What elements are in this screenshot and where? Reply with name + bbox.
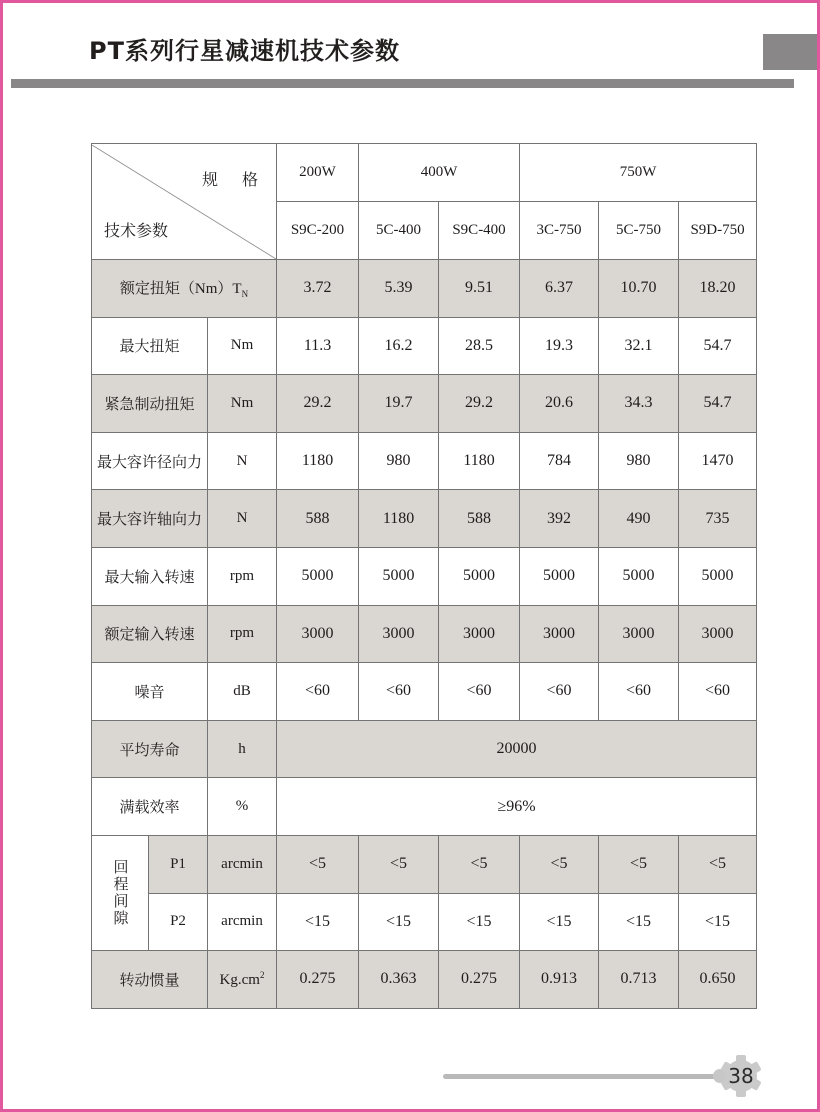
power-group-200w: 200W [277, 144, 359, 202]
value-cell: 1180 [439, 432, 520, 490]
value-cell: <5 [520, 835, 599, 893]
value-cell: 11.3 [277, 317, 359, 375]
value-cell: 29.2 [439, 375, 520, 433]
power-group-750w: 750W [520, 144, 757, 202]
value-cell: <5 [359, 835, 439, 893]
value-cell: 5000 [679, 547, 757, 605]
model-cell: S9C-200 [277, 202, 359, 260]
table-row [92, 663, 757, 721]
value-cell: <5 [599, 835, 679, 893]
param-label-cell: 最大输入转速 [92, 547, 208, 605]
value-cell: <15 [359, 893, 439, 951]
model-cell: 5C-400 [359, 202, 439, 260]
value-cell: 29.2 [277, 375, 359, 433]
header-accent-square [763, 34, 817, 70]
value-cell: 3000 [439, 605, 520, 663]
param-label-cell: 平均寿命 [92, 720, 208, 778]
spec-table [91, 143, 757, 1009]
value-cell: 0.913 [520, 951, 599, 1009]
param-label-cell: 额定扭矩$(Nm)T_N$ [92, 260, 277, 318]
value-cell: 5000 [439, 547, 520, 605]
value-cell: 20.6 [520, 375, 599, 433]
value-cell: 5000 [599, 547, 679, 605]
table-row [92, 547, 757, 605]
value-cell: 5000 [277, 547, 359, 605]
spec-corner-label: 规 格 [202, 171, 269, 189]
table-row [92, 951, 757, 1009]
model-cell: 3C-750 [520, 202, 599, 260]
value-cell: 32.1 [599, 317, 679, 375]
page-number-gear-badge [719, 1054, 763, 1098]
value-cell: 980 [359, 432, 439, 490]
table-row [92, 260, 757, 318]
model-cell: 5C-750 [599, 202, 679, 260]
value-cell: 784 [520, 432, 599, 490]
model-cell: S9D-750 [679, 202, 757, 260]
power-header-row [92, 144, 757, 202]
value-cell: <15 [679, 893, 757, 951]
value-cell: <5 [439, 835, 520, 893]
value-cell: 3000 [679, 605, 757, 663]
value-cell: 980 [599, 432, 679, 490]
unit-cell: N [208, 490, 277, 548]
table-row [92, 317, 757, 375]
page-title: PT系列行星减速机技术参数 [89, 37, 400, 65]
value-cell: <15 [599, 893, 679, 951]
value-cell: 3000 [359, 605, 439, 663]
param-label-cell: 噪音 [92, 663, 208, 721]
param-corner-label: 技术参数 [104, 222, 169, 240]
value-cell: <60 [359, 663, 439, 721]
table-row [92, 778, 757, 836]
unit-cell: rpm [208, 547, 277, 605]
unit-cell: h [208, 720, 277, 778]
value-cell: 34.3 [599, 375, 679, 433]
spec-table-wrapper [91, 143, 757, 1009]
unit-cell: $Kg.cm^2$ [208, 951, 277, 1009]
value-cell: 19.7 [359, 375, 439, 433]
value-cell: 1180 [359, 490, 439, 548]
param-label-cell: 满载效率 [92, 778, 208, 836]
merged-value-cell: 20000 [277, 720, 757, 778]
unit-cell: Nm [208, 317, 277, 375]
unit-cell: dB [208, 663, 277, 721]
table-row [92, 375, 757, 433]
value-cell: 54.7 [679, 317, 757, 375]
value-cell: 28.5 [439, 317, 520, 375]
value-cell: 0.713 [599, 951, 679, 1009]
param-label-cell: 最大扭矩 [92, 317, 208, 375]
value-cell: <60 [599, 663, 679, 721]
param-label-cell: 额定输入转速 [92, 605, 208, 663]
merged-value-cell: ≥96% [277, 778, 757, 836]
page-number: 38 [728, 1064, 754, 1088]
value-cell: 0.275 [439, 951, 520, 1009]
value-cell: <15 [520, 893, 599, 951]
table-row [92, 605, 757, 663]
param-label-cell: 最大容许径向力 [92, 432, 208, 490]
value-cell: 392 [520, 490, 599, 548]
value-cell: 10.70 [599, 260, 679, 318]
unit-cell: N [208, 432, 277, 490]
table-row [92, 720, 757, 778]
value-cell: 735 [679, 490, 757, 548]
unit-cell: arcmin [208, 835, 277, 893]
unit-cell: arcmin [208, 893, 277, 951]
param-table-body [92, 260, 757, 1009]
value-cell: 0.650 [679, 951, 757, 1009]
value-cell: <15 [277, 893, 359, 951]
sub-label-cell: P1 [149, 835, 208, 893]
value-cell: <60 [439, 663, 520, 721]
value-cell: <5 [679, 835, 757, 893]
value-cell: <5 [277, 835, 359, 893]
value-cell: 588 [277, 490, 359, 548]
value-cell: 588 [439, 490, 520, 548]
value-cell: 5.39 [359, 260, 439, 318]
param-label-cell: 最大容许轴向力 [92, 490, 208, 548]
table-row [92, 893, 757, 951]
value-cell: 1470 [679, 432, 757, 490]
value-cell: 6.37 [520, 260, 599, 318]
table-row [92, 432, 757, 490]
value-cell: 3000 [599, 605, 679, 663]
value-cell: 9.51 [439, 260, 520, 318]
value-cell: 1180 [277, 432, 359, 490]
value-cell: 3000 [520, 605, 599, 663]
corner-diagonal [92, 145, 276, 259]
param-label-cell: 紧急制动扭矩 [92, 375, 208, 433]
table-row [92, 490, 757, 548]
unit-cell: Nm [208, 375, 277, 433]
param-label-cell: 转动惯量 [92, 951, 208, 1009]
value-cell: 3.72 [277, 260, 359, 318]
group-label-cell: 回程间隙 [92, 835, 149, 950]
value-cell: 16.2 [359, 317, 439, 375]
value-cell: 54.7 [679, 375, 757, 433]
value-cell: 18.20 [679, 260, 757, 318]
value-cell: <60 [679, 663, 757, 721]
footer-rule-line [443, 1074, 719, 1079]
header-divider-bar [11, 79, 794, 88]
unit-cell: % [208, 778, 277, 836]
value-cell: 19.3 [520, 317, 599, 375]
value-cell: 3000 [277, 605, 359, 663]
value-cell: <60 [520, 663, 599, 721]
value-cell: 5000 [520, 547, 599, 605]
sub-label-cell: P2 [149, 893, 208, 951]
value-cell: 0.363 [359, 951, 439, 1009]
power-group-400w: 400W [359, 144, 520, 202]
value-cell: 5000 [359, 547, 439, 605]
value-cell: <15 [439, 893, 520, 951]
model-cell: S9C-400 [439, 202, 520, 260]
table-row [92, 835, 757, 893]
value-cell: 0.275 [277, 951, 359, 1009]
unit-cell: rpm [208, 605, 277, 663]
corner-cell [92, 144, 277, 260]
value-cell: 490 [599, 490, 679, 548]
value-cell: <60 [277, 663, 359, 721]
